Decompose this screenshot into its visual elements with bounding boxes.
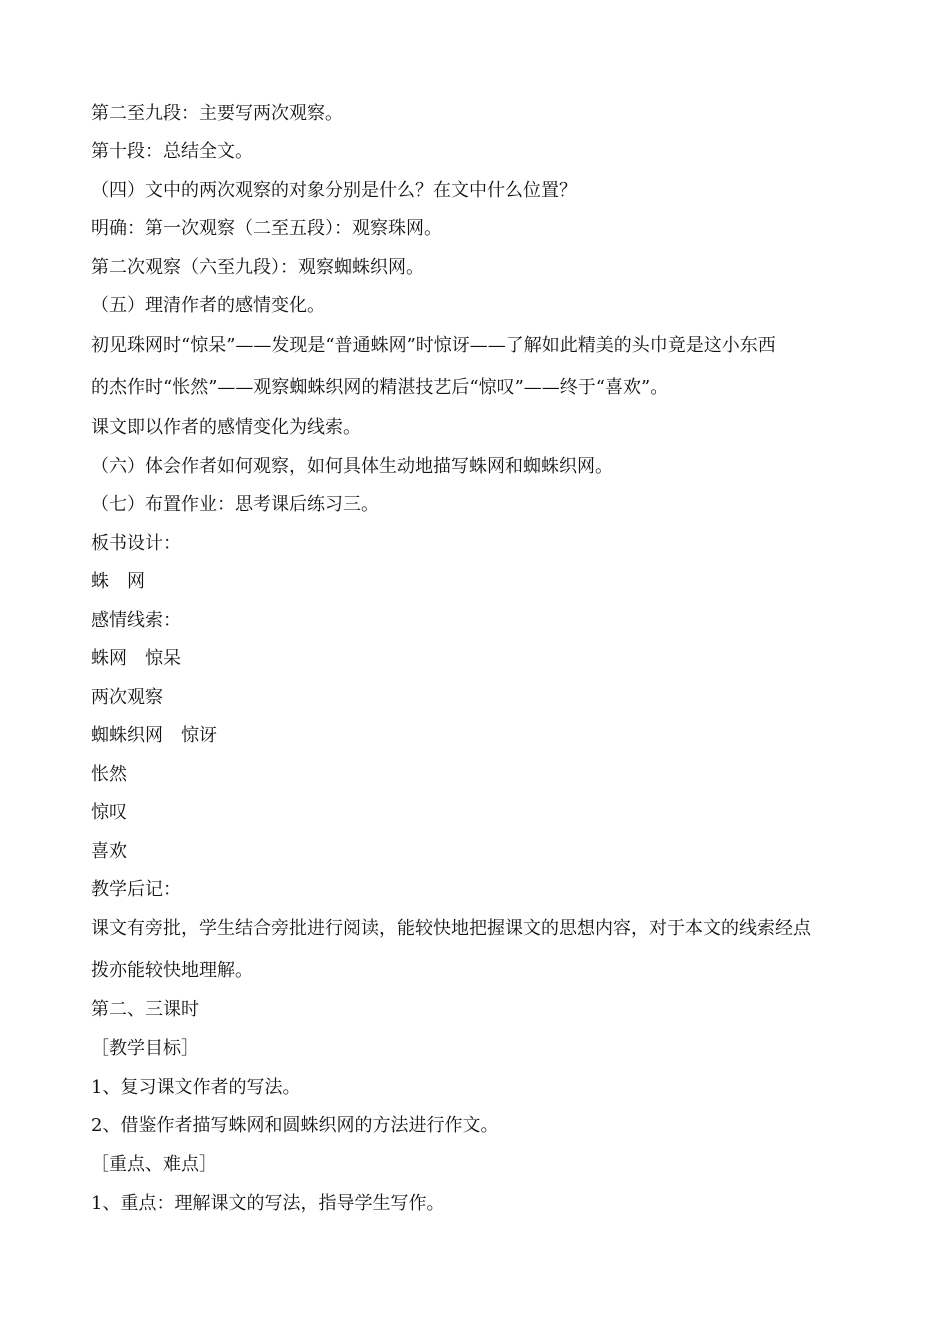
- text-line: （六）体会作者如何观察，如何具体生动地描写蛛网和蜘蛛织网。: [91, 456, 613, 477]
- text-line: ［教学目标］: [91, 1038, 199, 1059]
- text-line: （四）文中的两次观察的对象分别是什么？在文中什么位置？: [91, 180, 577, 201]
- text-line: 第十段：总结全文。: [91, 141, 253, 162]
- section-heading: 第二、三课时: [91, 999, 199, 1020]
- section-heading: 教学后记：: [91, 879, 181, 900]
- text-line: 1、复习课文作者的写法。: [91, 1077, 301, 1098]
- text-line: 蜘蛛织网 惊讶: [91, 725, 217, 746]
- text-line: 第二至九段：主要写两次观察。: [91, 103, 343, 124]
- text-line: 蛛网 惊呆: [91, 648, 181, 669]
- section-heading: 板书设计：: [91, 533, 181, 554]
- text-line: 明确：第一次观察（二至五段）：观察珠网。: [91, 218, 442, 239]
- text-line: （五）理清作者的感情变化。: [91, 295, 325, 316]
- text-line: 第二次观察（六至九段）：观察蜘蛛织网。: [91, 257, 424, 278]
- text-line: 怅然: [91, 764, 127, 785]
- text-line: 喜欢: [91, 841, 127, 862]
- text-line: 蛛 网: [91, 571, 145, 592]
- text-line: 课文即以作者的感情变化为线索。: [91, 417, 361, 438]
- text-line: 拨亦能较快地理解。: [91, 960, 253, 981]
- text-line: 的杰作时“怅然”——观察蜘蛛织网的精湛技艺后“惊叹”——终于“喜欢”。: [91, 377, 669, 398]
- text-line: 初见珠网时“惊呆”——发现是“普通蛛网”时惊讶——了解如此精美的头巾竟是这小东西: [91, 335, 776, 356]
- text-line: 惊叹: [91, 802, 127, 823]
- text-line: 课文有旁批，学生结合旁批进行阅读，能较快地把握课文的思想内容，对于本文的线索经点: [91, 918, 811, 939]
- text-line: 感情线索：: [91, 610, 181, 631]
- text-line: （七）布置作业：思考课后练习三。: [91, 494, 379, 515]
- text-line: 两次观察: [91, 687, 163, 708]
- text-line: 2、借鉴作者描写蛛网和圆蛛织网的方法进行作文。: [91, 1115, 499, 1136]
- text-line: 1、重点：理解课文的写法，指导学生写作。: [91, 1193, 445, 1214]
- text-line: ［重点、难点］: [91, 1154, 217, 1175]
